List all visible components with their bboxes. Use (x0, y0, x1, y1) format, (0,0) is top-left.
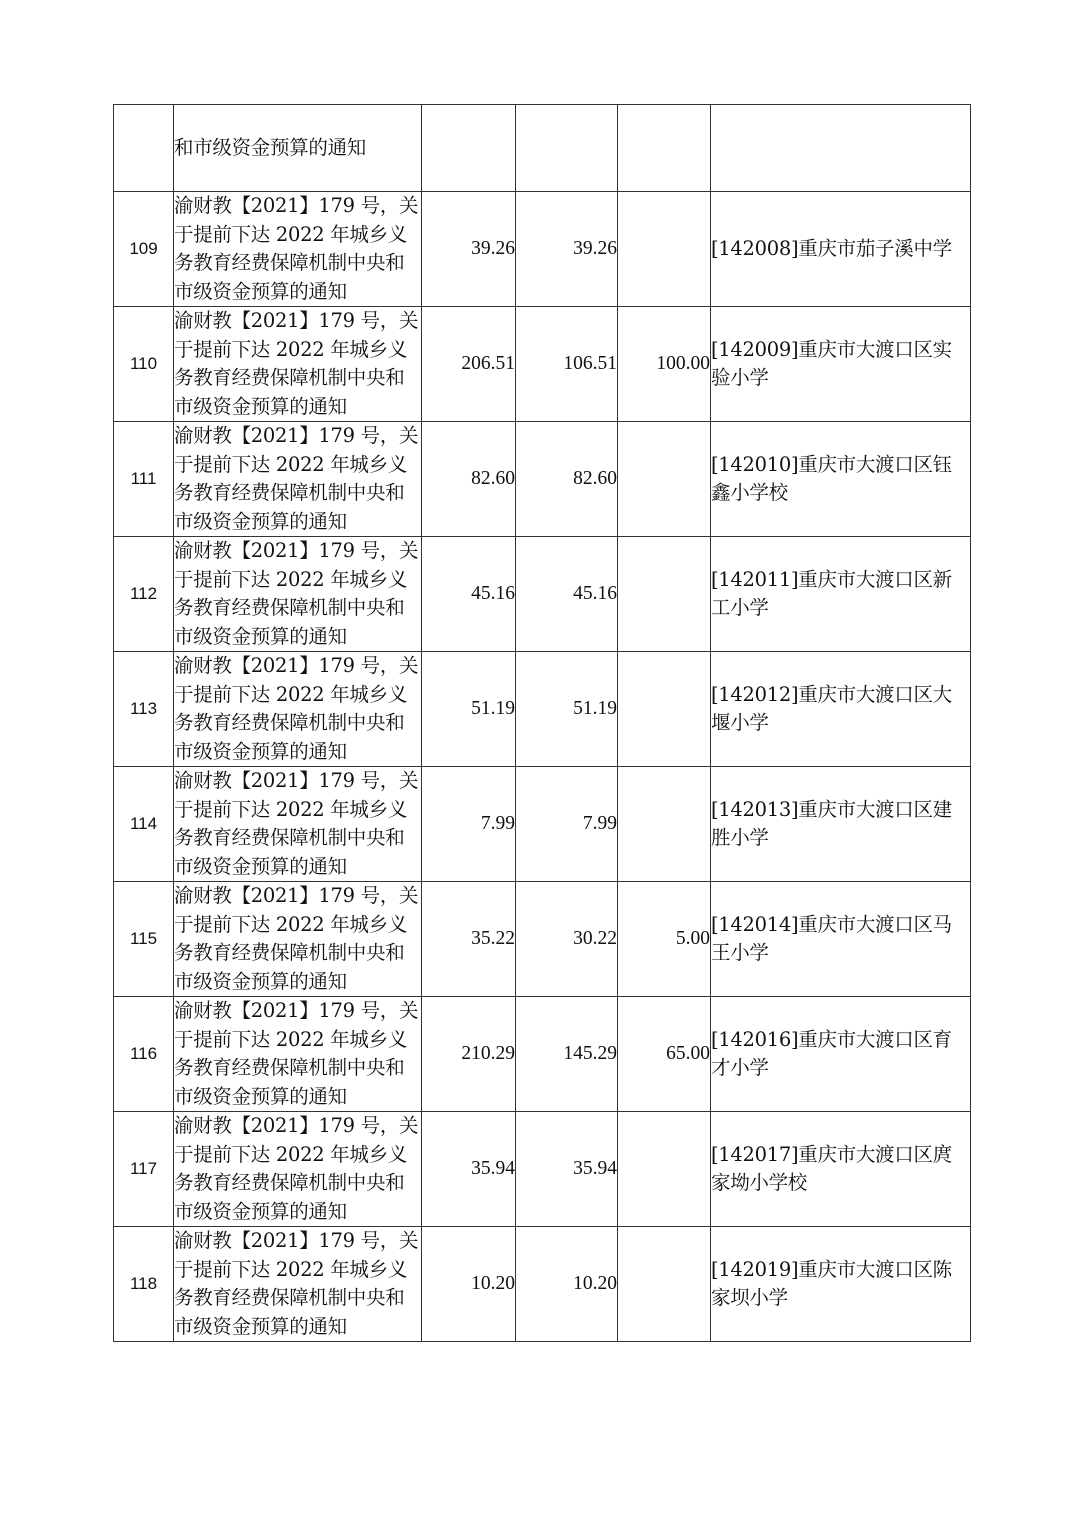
cell-document: 渝财教【2021】179 号，关于提前下达 2022 年城乡义务教育经费保障机制中央和市级资金预算的通知 (174, 307, 422, 422)
table-body (114, 105, 971, 1342)
cell-amount-b: 100.00 (618, 307, 711, 422)
cell-amount-a: 106.51 (516, 307, 618, 422)
cell-document: 渝财教【2021】179 号，关于提前下达 2022 年城乡义务教育经费保障机制中央和市级资金预算的通知 (174, 422, 422, 537)
cell-amount-a: 35.94 (516, 1112, 618, 1227)
table-row (114, 422, 971, 537)
cell-document: 渝财教【2021】179 号，关于提前下达 2022 年城乡义务教育经费保障机制中央和市级资金预算的通知 (174, 997, 422, 1112)
cell-amount-a (516, 105, 618, 192)
cell-document: 渝财教【2021】179 号，关于提前下达 2022 年城乡义务教育经费保障机制中央和市级资金预算的通知 (174, 882, 422, 997)
cell-amount-b (618, 1112, 711, 1227)
cell-total: 35.22 (422, 882, 516, 997)
cell-document: 渝财教【2021】179 号，关于提前下达 2022 年城乡义务教育经费保障机制中央和市级资金预算的通知 (174, 192, 422, 307)
cell-total: 210.29 (422, 997, 516, 1112)
cell-no: 114 (114, 767, 174, 882)
cell-total: 7.99 (422, 767, 516, 882)
cell-document: 渝财教【2021】179 号，关于提前下达 2022 年城乡义务教育经费保障机制中央和市级资金预算的通知 (174, 1227, 422, 1342)
cell-unit: [142013]重庆市大渡口区建胜小学 (711, 767, 971, 882)
cell-amount-a: 10.20 (516, 1227, 618, 1342)
cell-amount-b (618, 652, 711, 767)
table-row (114, 1227, 971, 1342)
table-row (114, 997, 971, 1112)
cell-amount-b: 65.00 (618, 997, 711, 1112)
cell-document: 和市级资金预算的通知 (174, 105, 422, 192)
cell-amount-a: 30.22 (516, 882, 618, 997)
cell-amount-b (618, 192, 711, 307)
cell-unit (711, 105, 971, 192)
cell-amount-b (618, 105, 711, 192)
cell-amount-b: 5.00 (618, 882, 711, 997)
cell-unit: [142010]重庆市大渡口区钰鑫小学校 (711, 422, 971, 537)
table-row (114, 1112, 971, 1227)
cell-no: 116 (114, 997, 174, 1112)
table-row (114, 537, 971, 652)
cell-no: 115 (114, 882, 174, 997)
cell-unit: [142016]重庆市大渡口区育才小学 (711, 997, 971, 1112)
cell-unit: [142009]重庆市大渡口区实验小学 (711, 307, 971, 422)
cell-unit: [142011]重庆市大渡口区新工小学 (711, 537, 971, 652)
table-row (114, 307, 971, 422)
cell-amount-b (618, 767, 711, 882)
cell-no: 110 (114, 307, 174, 422)
cell-total: 35.94 (422, 1112, 516, 1227)
cell-amount-b (618, 1227, 711, 1342)
cell-no: 117 (114, 1112, 174, 1227)
cell-unit: [142008]重庆市茄子溪中学 (711, 192, 971, 307)
cell-amount-b (618, 422, 711, 537)
cell-unit: [142012]重庆市大渡口区大堰小学 (711, 652, 971, 767)
cell-no: 109 (114, 192, 174, 307)
cell-no: 112 (114, 537, 174, 652)
cell-no (114, 105, 174, 192)
cell-amount-a: 7.99 (516, 767, 618, 882)
cell-amount-a: 51.19 (516, 652, 618, 767)
cell-no: 111 (114, 422, 174, 537)
table-row-continued (114, 105, 971, 192)
table-row (114, 767, 971, 882)
cell-total: 45.16 (422, 537, 516, 652)
cell-total (422, 105, 516, 192)
cell-amount-a: 145.29 (516, 997, 618, 1112)
cell-amount-a: 45.16 (516, 537, 618, 652)
cell-total: 39.26 (422, 192, 516, 307)
cell-document: 渝财教【2021】179 号，关于提前下达 2022 年城乡义务教育经费保障机制中央和市级资金预算的通知 (174, 767, 422, 882)
cell-document: 渝财教【2021】179 号，关于提前下达 2022 年城乡义务教育经费保障机制中央和市级资金预算的通知 (174, 537, 422, 652)
cell-total: 51.19 (422, 652, 516, 767)
cell-amount-a: 82.60 (516, 422, 618, 537)
table-row (114, 192, 971, 307)
cell-amount-a: 39.26 (516, 192, 618, 307)
budget-table (113, 104, 971, 1342)
cell-document: 渝财教【2021】179 号，关于提前下达 2022 年城乡义务教育经费保障机制中央和市级资金预算的通知 (174, 1112, 422, 1227)
cell-unit: [142014]重庆市大渡口区马王小学 (711, 882, 971, 997)
cell-unit: [142019]重庆市大渡口区陈家坝小学 (711, 1227, 971, 1342)
cell-total: 82.60 (422, 422, 516, 537)
table-row (114, 882, 971, 997)
cell-no: 118 (114, 1227, 174, 1342)
cell-amount-b (618, 537, 711, 652)
table-row (114, 652, 971, 767)
cell-unit: [142017]重庆市大渡口区庹家坳小学校 (711, 1112, 971, 1227)
cell-document: 渝财教【2021】179 号，关于提前下达 2022 年城乡义务教育经费保障机制中央和市级资金预算的通知 (174, 652, 422, 767)
cell-total: 206.51 (422, 307, 516, 422)
cell-no: 113 (114, 652, 174, 767)
cell-total: 10.20 (422, 1227, 516, 1342)
